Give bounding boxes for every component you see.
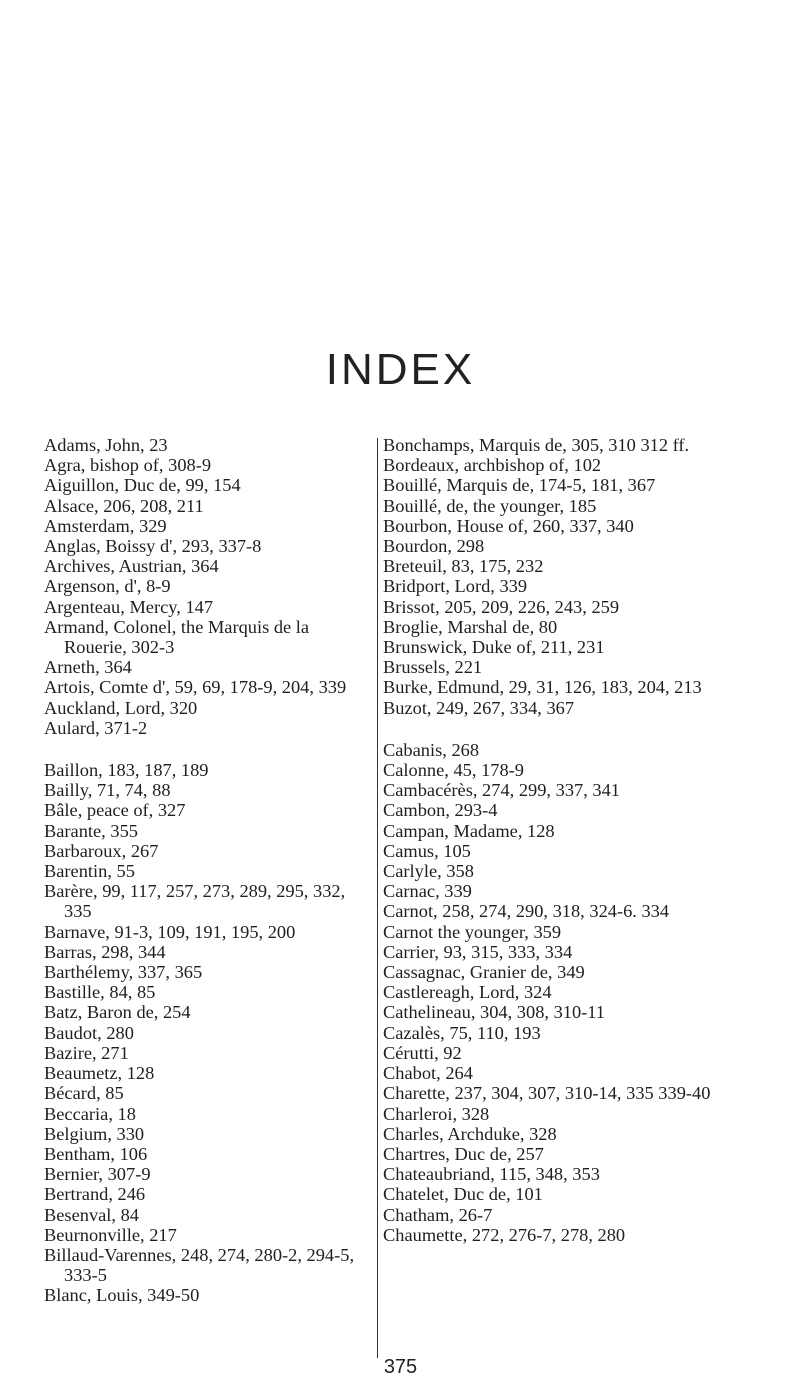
- index-entry: Camus, 105: [383, 840, 471, 861]
- index-entry: Baudot, 280: [44, 1022, 134, 1043]
- index-entry: Chabot, 264: [383, 1063, 473, 1084]
- index-entry: Arneth, 364: [44, 657, 132, 678]
- index-entry: Billaud-Varennes, 248, 274, 280-2, 294-5, 333-5: [44, 1244, 355, 1286]
- index-entry: Calonne, 45, 178-9: [383, 760, 524, 781]
- index-entry: Bourdon, 298: [383, 536, 485, 557]
- index-entry: Bertrand, 246: [44, 1184, 146, 1205]
- index-entry: Cérutti, 92: [383, 1042, 462, 1063]
- index-entry: Bordeaux, archbishop of, 102: [383, 455, 602, 476]
- index-entry: Bâle, peace of, 327: [44, 800, 186, 821]
- index-entry: Adams, John, 23: [44, 435, 168, 455]
- index-entry: Belgium, 330: [44, 1123, 145, 1144]
- index-entry: Amsterdam, 329: [44, 515, 167, 536]
- index-entry: Barnave, 91-3, 109, 191, 195, 200: [44, 921, 296, 942]
- index-group-a: [44, 435, 371, 738]
- index-entry: Bastille, 84, 85: [44, 982, 156, 1003]
- index-entry: Bouillé, Marquis de, 174-5, 181, 367: [383, 475, 656, 496]
- index-entry: Bazire, 271: [44, 1042, 129, 1063]
- index-entry: Barbaroux, 267: [44, 840, 159, 861]
- index-entry: Batz, Baron de, 254: [44, 1002, 191, 1023]
- index-entry: Charles, Archduke, 328: [383, 1123, 557, 1144]
- index-entry: Carlyle, 358: [383, 861, 474, 882]
- index-entry: Beccaria, 18: [44, 1103, 136, 1124]
- index-entry: Carrier, 93, 315, 333, 334: [383, 941, 573, 962]
- index-entry: Bernier, 307-9: [44, 1164, 151, 1185]
- index-entry: Artois, Comte d', 59, 69, 178-9, 204, 339: [44, 677, 347, 698]
- index-entry: Bailly, 71, 74, 88: [44, 780, 171, 801]
- index-entry: Baillon, 183, 187, 189: [44, 760, 209, 781]
- index-entry: Charleroi, 328: [383, 1103, 490, 1124]
- index-entry: Chateaubriand, 115, 348, 353: [383, 1164, 600, 1185]
- index-entry: Bourbon, House of, 260, 337, 340: [383, 515, 634, 536]
- index-entry: Agra, bishop of, 308-9: [44, 455, 212, 476]
- index-entry: Argenson, d', 8-9: [44, 576, 171, 597]
- index-entry: Barras, 298, 344: [44, 941, 166, 962]
- index-entry: Beurnonville, 217: [44, 1224, 177, 1245]
- index-entry: Barère, 99, 117, 257, 273, 289, 295, 332, 335: [44, 881, 346, 922]
- index-entry: Chatelet, Duc de, 101: [383, 1184, 543, 1205]
- index-column-left: [44, 435, 371, 1328]
- index-entry: Bentham, 106: [44, 1143, 148, 1164]
- index-entry: Besenval, 84: [44, 1204, 139, 1225]
- index-entry: Bécard, 85: [44, 1083, 124, 1104]
- index-entry: Breteuil, 83, 175, 232: [383, 556, 544, 577]
- index-entry: Brussels, 221: [383, 657, 483, 678]
- index-entry: Aiguillon, Duc de, 99, 154: [44, 475, 241, 496]
- index-entry: Cambon, 293-4: [383, 800, 498, 821]
- index-entry: Carnot the younger, 359: [383, 921, 562, 942]
- page-title: INDEX: [325, 345, 476, 394]
- column-divider: [377, 438, 378, 1358]
- index-entry: Castlereagh, Lord, 324: [383, 982, 552, 1003]
- index-entry: Charette, 237, 304, 307, 310-14, 335 339-40: [383, 1083, 711, 1104]
- index-entry: Bouillé, de, the younger, 185: [383, 495, 597, 516]
- index-group-b-cont: [383, 435, 728, 718]
- index-entry: Broglie, Marshal de, 80: [383, 616, 558, 637]
- page-number: 375: [383, 1356, 418, 1378]
- index-entry: Armand, Colonel, the Marquis de la Rouerie, 302-3: [44, 616, 310, 658]
- index-entry: Carnac, 339: [383, 881, 472, 902]
- index-entry: Aulard, 371-2: [44, 717, 148, 738]
- index-entry: Alsace, 206, 208, 211: [44, 495, 204, 516]
- index-entry: Burke, Edmund, 29, 31, 126, 183, 204, 213: [383, 677, 702, 698]
- index-group-c: [383, 740, 728, 1245]
- index-entry: Carnot, 258, 274, 290, 318, 324-6. 334: [383, 901, 670, 922]
- index-entry: Cazalès, 75, 110, 193: [383, 1022, 541, 1043]
- index-entry: Cambacérès, 274, 299, 337, 341: [383, 780, 620, 801]
- index-entry: Chaumette, 272, 276-7, 278, 280: [383, 1224, 626, 1245]
- index-entry: Brunswick, Duke of, 211, 231: [383, 637, 605, 658]
- index-entry: Bridport, Lord, 339: [383, 576, 528, 597]
- index-entry: Brissot, 205, 209, 226, 243, 259: [383, 596, 620, 617]
- index-entry: Cassagnac, Granier de, 349: [383, 962, 585, 983]
- index-entry: Chartres, Duc de, 257: [383, 1143, 544, 1164]
- index-entry: Cabanis, 268: [383, 739, 480, 760]
- index-entry: Buzot, 249, 267, 334, 367: [383, 697, 575, 718]
- index-entry: Blanc, Louis, 349-50: [44, 1285, 200, 1306]
- index-entry: Campan, Madame, 128: [383, 820, 555, 841]
- index-entry: Barthélemy, 337, 365: [44, 962, 203, 983]
- index-entry: Chatham, 26-7: [383, 1204, 493, 1225]
- index-entry: Barante, 355: [44, 820, 138, 841]
- index-entry: Archives, Austrian, 364: [44, 556, 219, 577]
- index-column-right: [383, 435, 728, 1267]
- index-entry: Argenteau, Mercy, 147: [44, 596, 214, 617]
- index-entry: Beaumetz, 128: [44, 1063, 155, 1084]
- index-entry: Auckland, Lord, 320: [44, 697, 198, 718]
- index-entry: Bonchamps, Marquis de, 305, 310 312 ff.: [383, 435, 690, 455]
- index-entry: Barentin, 55: [44, 861, 135, 882]
- index-entry: Cathelineau, 304, 308, 310-11: [383, 1002, 606, 1023]
- index-entry: Anglas, Boissy d', 293, 337-8: [44, 536, 262, 557]
- index-group-b: [44, 760, 371, 1305]
